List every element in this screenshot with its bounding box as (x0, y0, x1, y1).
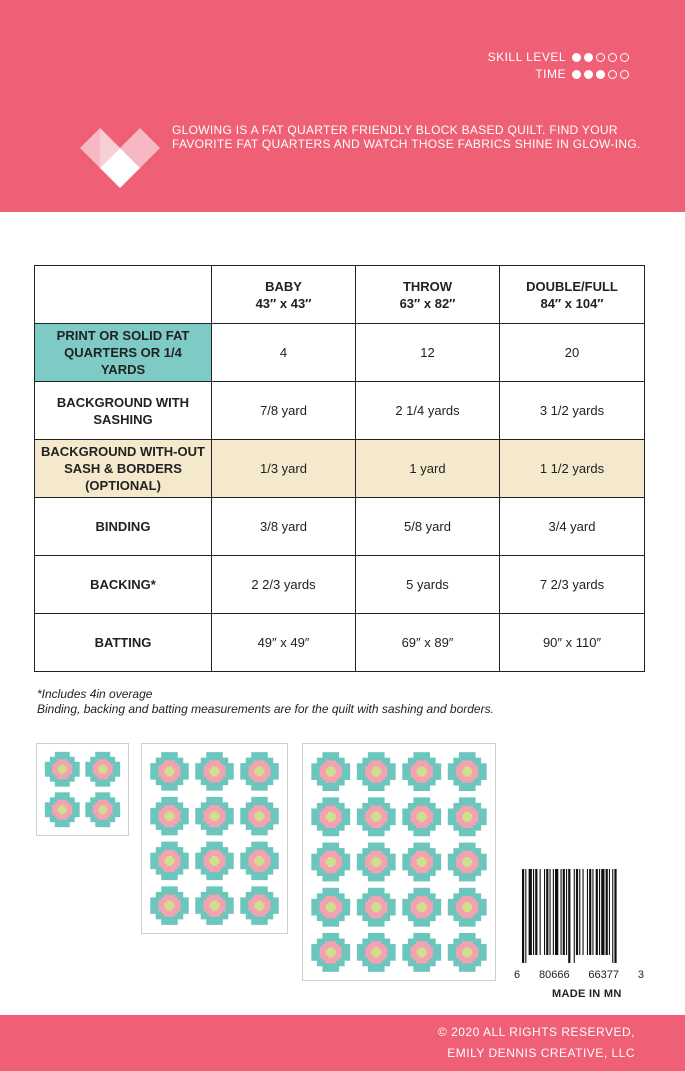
quilt-block (448, 797, 487, 836)
time-dots (572, 70, 629, 79)
barcode-bar (583, 869, 584, 955)
barcode-digit: 66377 (588, 969, 619, 981)
quilt-block (240, 886, 278, 924)
table-row (35, 382, 645, 440)
empty-dot-icon (608, 53, 617, 62)
barcode-bar (555, 869, 558, 955)
quilt-block (311, 888, 350, 927)
quilt-block (402, 888, 441, 927)
filled-dot-icon (584, 70, 593, 79)
barcode-digits (514, 969, 644, 981)
table-cell: 4 (212, 324, 356, 382)
quilt-block (311, 752, 350, 791)
quilt-block (311, 843, 350, 882)
table-cell: 20 (500, 324, 645, 382)
row-label: BACKGROUND WITH-OUT SASH & BORDERS (OPTIONAL) (35, 440, 212, 498)
barcode-bar (606, 869, 608, 955)
quilt-block (85, 752, 120, 787)
barcode-bar (553, 869, 554, 955)
barcode-bar (544, 869, 545, 955)
quilt-block (150, 886, 188, 924)
table-cell: 7 2/3 yards (500, 556, 645, 614)
quilt-block (357, 888, 396, 927)
quilt-block (240, 752, 278, 790)
barcode-bar (592, 869, 593, 955)
row-label: PRINT OR SOLID FAT QUARTERS OR 1/4 YARDS (35, 324, 212, 382)
size-name: THROW (402, 278, 453, 294)
company-name: EMILY DENNIS CREATIVE, LLC (447, 1046, 635, 1060)
filled-dot-icon (596, 70, 605, 79)
barcode-bar (533, 869, 534, 955)
copyright (438, 1022, 635, 1064)
table-header-row (35, 266, 645, 324)
quilt-block (357, 797, 396, 836)
barcode (514, 867, 644, 981)
barcode-bar (568, 869, 570, 963)
filled-dot-icon (572, 70, 581, 79)
table-cell: 7/8 yard (212, 382, 356, 440)
quilt-block (195, 752, 233, 790)
table-cell: 2 2/3 yards (212, 556, 356, 614)
barcode-bar (563, 869, 565, 955)
barcode-bar (540, 869, 541, 955)
row-label: BACKING* (35, 556, 212, 614)
time-label: TIME (535, 67, 566, 81)
barcode-bar (525, 869, 526, 963)
row-label: BACKGROUND WITH SASHING (35, 382, 212, 440)
barcode-bar (574, 869, 575, 963)
baby-quilt-preview (36, 743, 129, 836)
quilt-block (45, 752, 80, 787)
barcode-bar (535, 869, 537, 955)
barcode-digit: 6 (514, 969, 521, 981)
table-cell: 5/8 yard (356, 498, 500, 556)
table-cell: 5 yards (356, 556, 500, 614)
time-rating (535, 67, 629, 81)
quilt-block (195, 842, 233, 880)
intro-text: GLOWING IS A FAT QUARTER FRIENDLY BLOCK BASED QUILT. FIND YOUR FAVORITE FAT QUARTERS AND WATCH THOSE FABRICS SHINE IN GLOW-ING. (172, 123, 641, 151)
filled-dot-icon (572, 53, 581, 62)
barcode-bar (601, 869, 604, 955)
table-cell: 1 1/2 yards (500, 440, 645, 498)
barcode-bar (589, 869, 591, 955)
barcode-bar (612, 869, 613, 963)
barcode-bars (514, 867, 644, 963)
quilt-block (311, 797, 350, 836)
quilt-block (311, 933, 350, 972)
table-cell: 3/8 yard (212, 498, 356, 556)
column-header (500, 266, 645, 324)
quilt-block (150, 797, 188, 835)
table-row (35, 614, 645, 672)
table-row (35, 440, 645, 498)
made-in-label: MADE IN MN (552, 988, 622, 1000)
empty-dot-icon (596, 53, 605, 62)
table-cell: 1/3 yard (212, 440, 356, 498)
quilt-block (357, 843, 396, 882)
quilt-block (402, 843, 441, 882)
table-row (35, 498, 645, 556)
throw-quilt-preview (141, 743, 288, 934)
heart-logo-icon (80, 128, 162, 190)
quilt-block (448, 843, 487, 882)
row-label: BINDING (35, 498, 212, 556)
barcode-bar (550, 869, 551, 955)
barcode-bar (546, 869, 548, 955)
quilt-block (150, 752, 188, 790)
barcode-bar (566, 869, 567, 955)
barcode-digit: 80666 (538, 969, 570, 981)
skill-level-rating (488, 50, 629, 64)
double-full-quilt-preview (302, 743, 496, 981)
quilt-block (448, 752, 487, 791)
measurement-note: Binding, backing and batting measurements are for the quilt with sashing and borders. (37, 702, 494, 716)
barcode-bar (529, 869, 532, 955)
table-cell: 3 1/2 yards (500, 382, 645, 440)
table-cell: 3/4 yard (500, 498, 645, 556)
empty-dot-icon (620, 53, 629, 62)
fabric-requirements-table (34, 265, 645, 672)
barcode-bar (579, 869, 580, 955)
quilt-block (150, 842, 188, 880)
quilt-block (402, 933, 441, 972)
row-label: BATTING (35, 614, 212, 672)
quilt-block (448, 933, 487, 972)
table-row (35, 556, 645, 614)
table-row (35, 324, 645, 382)
overage-note: *Includes 4in overage (37, 687, 153, 701)
column-header (356, 266, 500, 324)
quilt-block (240, 797, 278, 835)
table-cell: 90″ x 110″ (500, 614, 645, 672)
barcode-digit: 3 (637, 969, 644, 981)
quilt-block (195, 797, 233, 835)
quilt-block (357, 933, 396, 972)
size-dimensions: 63″ x 82″ (399, 295, 456, 311)
copyright-line: © 2020 ALL RIGHTS RESERVED, (437, 1025, 635, 1039)
table-cell: 2 1/4 yards (356, 382, 500, 440)
barcode-bar (614, 869, 616, 963)
quilt-block (85, 792, 120, 827)
table-cell: 69″ x 89″ (356, 614, 500, 672)
table-cell: 49″ x 49″ (212, 614, 356, 672)
barcode-bar (609, 869, 610, 955)
barcode-bar (576, 869, 578, 955)
quilt-block (402, 752, 441, 791)
table-notes (37, 687, 494, 717)
quilt-block (195, 886, 233, 924)
size-name: BABY (265, 278, 302, 294)
skill-level-dots (572, 53, 629, 62)
table-cell: 1 yard (356, 440, 500, 498)
empty-dot-icon (608, 70, 617, 79)
skill-level-label: SKILL LEVEL (487, 50, 566, 64)
table-cell: 12 (356, 324, 500, 382)
size-dimensions: 43″ x 43″ (255, 295, 312, 311)
table-corner-cell (35, 266, 212, 324)
barcode-bar (561, 869, 562, 955)
quilt-block (357, 752, 396, 791)
barcode-bar (599, 869, 600, 955)
empty-dot-icon (620, 70, 629, 79)
column-header (212, 266, 356, 324)
quilt-block (45, 792, 80, 827)
quilt-block (448, 888, 487, 927)
size-name: DOUBLE/FULL (526, 278, 618, 294)
quilt-block (402, 797, 441, 836)
barcode-bar (522, 869, 524, 963)
barcode-bar (587, 869, 588, 955)
filled-dot-icon (584, 53, 593, 62)
barcode-bar (596, 869, 598, 955)
quilt-block (240, 842, 278, 880)
size-dimensions: 84″ x 104″ (540, 295, 604, 311)
